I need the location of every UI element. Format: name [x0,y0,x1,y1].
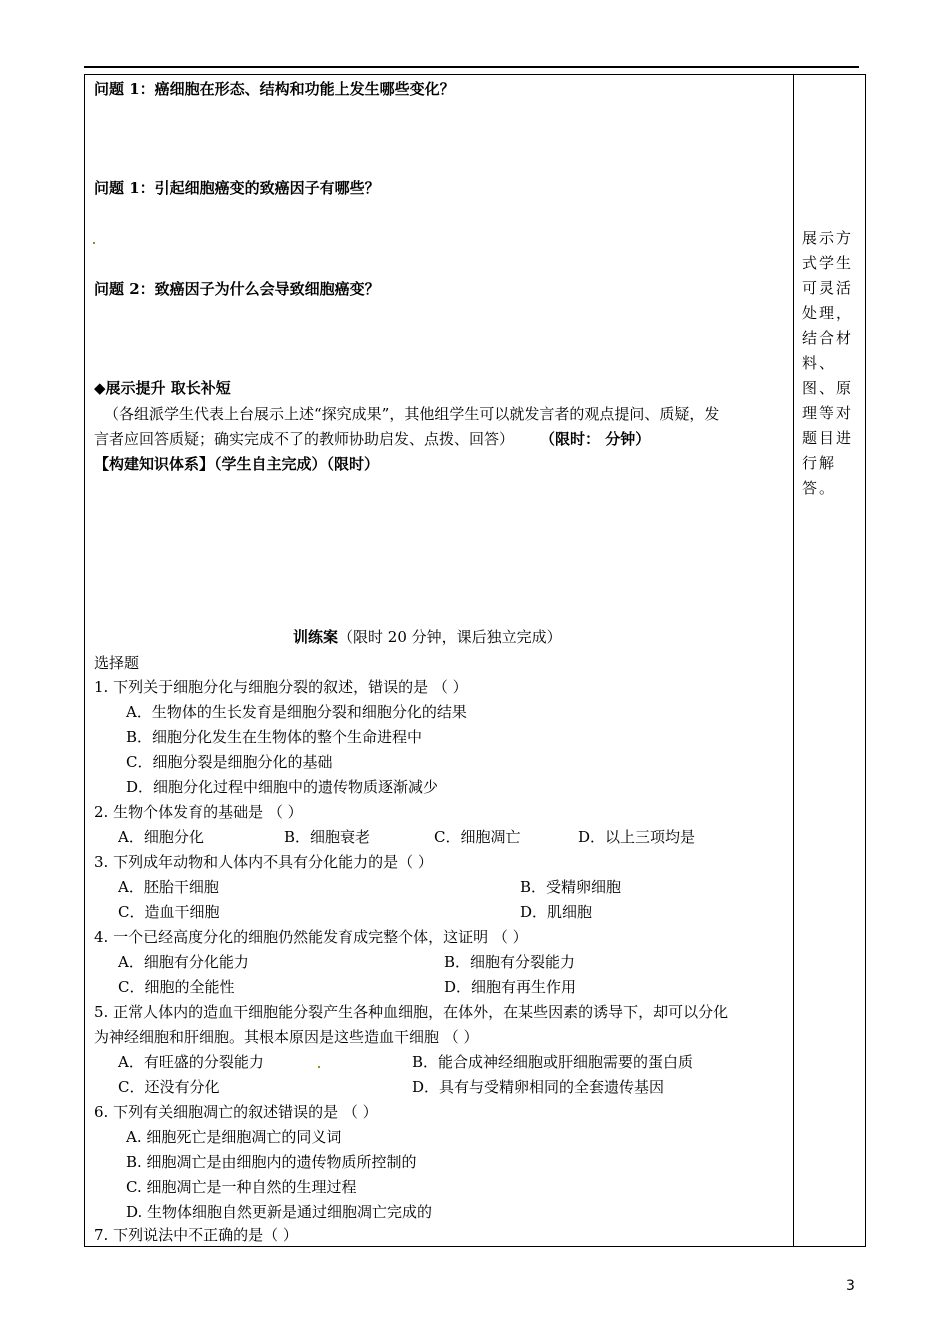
item-5-option-a: A．有旺盛的分裂能力 [118,1053,264,1071]
item-3-option-d: D．肌细胞 [520,903,593,921]
item-6-stem: 6. 下列有关细胞凋亡的叙述错误的是 （ ） [94,1103,378,1121]
section-label: 选择题 [94,654,140,672]
item-4-option-c: C．细胞的全能性 [118,978,235,996]
item-5-stem: 5. 正常人体内的造血干细胞能分裂产生各种血细胞，在体外，在某些因素的诱导下，却可以分化 [94,1003,729,1021]
question-2: 问题 1：引起细胞癌变的致癌因子有哪些？ [94,179,380,197]
item-1-option-a: A．生物体的生长发育是细胞分裂和细胞分化的结果 [126,703,467,721]
item-7-stem: 7. 下列说法中不正确的是（ ） [94,1226,298,1244]
item-6-option-d: D. 生物体细胞自然更新是通过细胞凋亡完成的 [126,1203,433,1221]
item-4-option-b: B．细胞有分裂能力 [444,953,576,971]
item-2-option-c: C．细胞凋亡 [434,828,521,846]
item-5-stem-continued: 为神经细胞和肝细胞。其根本原因是这些造血干细胞 （ ） [94,1028,479,1046]
header-rule [84,66,859,68]
knowledge-title: 【构建知识体系】 [94,455,215,473]
item-3-option-c: C．造血干细胞 [118,903,220,921]
item-2-option-a: A．细胞分化 [118,828,204,846]
showcase-title: ◆展示提升 取长补短 [94,379,231,397]
knowledge-heading [94,454,379,474]
showcase-time: （限时： 分钟） [540,430,651,448]
showcase-line-2 [94,429,650,449]
item-5-option-d: D．具有与受精卵相同的全套遗传基因 [412,1078,665,1096]
item-2-stem: 2. 生物个体发育的基础是 （ ） [94,803,303,821]
item-4-option-d: D．细胞有再生作用 [444,978,577,996]
page-number: 3 [846,1278,855,1294]
item-4-option-a: A．细胞有分化能力 [118,953,249,971]
item-1-option-d: D．细胞分化过程中细胞中的遗传物质逐渐减少 [126,778,439,796]
item-3-stem: 3. 下列成年动物和人体内不具有分化能力的是（ ） [94,853,433,871]
item-4-stem: 4. 一个已经高度分化的细胞仍然能发育成完整个体，这证明 （ ） [94,928,528,946]
item-3-option-b: B．受精卵细胞 [520,878,622,896]
item-2-option-b: B．细胞衰老 [284,828,371,846]
question-1: 问题 1：癌细胞在形态、结构和功能上发生哪些变化？ [94,80,455,98]
showcase-line-1: （各组派学生代表上台展示上述“探究成果”，其他组学生可以就发言者的观点提问、质疑，发 [104,405,720,423]
item-1-option-b: B．细胞分化发生在生物体的整个生命进程中 [126,728,423,746]
question-3: 问题 2：致癌因子为什么会导致细胞癌变？ [94,280,380,298]
item-5-option-b: B．能合成神经细胞或肝细胞需要的蛋白质 [412,1053,694,1071]
item-1-option-c: C．细胞分裂是细胞分化的基础 [126,753,333,771]
showcase-text: 言者应回答质疑；确实完成不了的教师协助启发、点拨、回答） [94,430,515,448]
item-5-option-c: C．还没有分化 [118,1078,220,1096]
training-title [293,627,562,647]
column-divider [793,74,794,1247]
sidebar-note: 展示方式学生可灵活处理，结合材料、图、原理等对题目进行解答。 [802,229,854,497]
speck-mark [318,1066,320,1068]
item-2-option-d: D．以上三项均是 [578,828,696,846]
item-6-option-b: B. 细胞凋亡是由细胞内的遗传物质所控制的 [126,1153,417,1171]
item-6-option-a: A. 细胞死亡是细胞凋亡的同义词 [126,1128,342,1146]
speck-mark [93,242,95,244]
item-1-stem: 1. 下列关于细胞分化与细胞分裂的叙述，错误的是 （ ） [94,678,468,696]
item-3-option-a: A．胚胎干细胞 [118,878,219,896]
item-6-option-c: C. 细胞凋亡是一种自然的生理过程 [126,1178,357,1196]
training-title-bold: 训练案 [293,628,339,646]
knowledge-rest: （学生自主完成）（限时） [214,455,380,473]
training-title-rest: （限时 20 分钟，课后独立完成） [338,628,562,646]
